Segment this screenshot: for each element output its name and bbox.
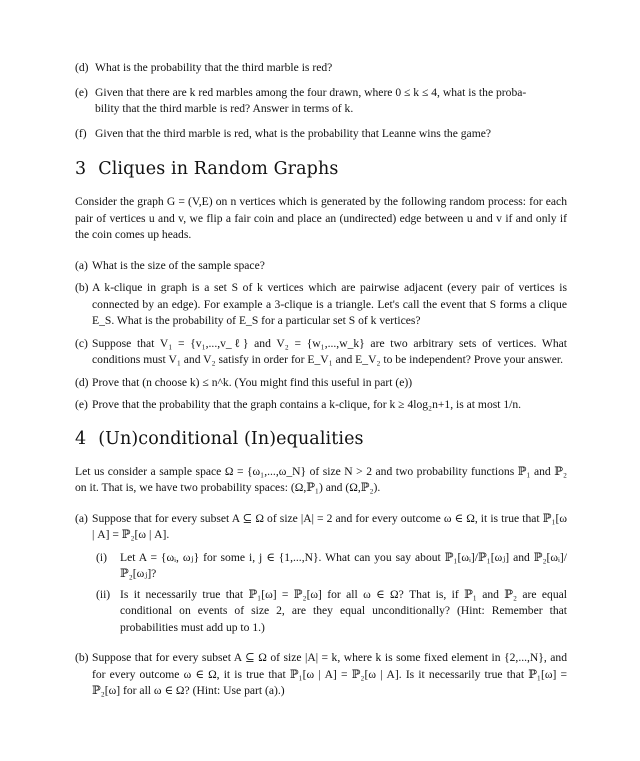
question-4a <box>75 511 567 544</box>
item-label: (e) <box>75 398 88 411</box>
item-label: (e) <box>75 85 88 99</box>
question-text: Suppose that V₁ = {v₁,...,v_ℓ} and V₂ = {w₁,...,w_k} are two arbitrary sets of vertices. What conditions must V₁ and V₂ satisfy in order for E_V₁ and E_V₂ to be independent? Prove your answer. <box>92 336 567 366</box>
item-label: (d) <box>75 375 89 389</box>
question-4a-ii <box>96 587 567 637</box>
question-text-line1: Given that there are k red marbles among the four drawn, where 0 ≤ k ≤ 4, what is the proba- <box>95 85 527 99</box>
question-text: Given that the third marble is red, what is the probability that Leanne wins the game? <box>95 126 492 140</box>
question-text: Prove that (n choose k) ≤ n^k. (You might find this useful in part (e)) <box>92 375 413 389</box>
document-page <box>75 60 567 700</box>
item-label: (c) <box>75 336 88 350</box>
item-label: (d) <box>75 61 89 74</box>
section-number: 4 <box>75 428 87 449</box>
question-text: A k-clique in graph is a set S of k vertices which are pairwise adjacent (every pair of vertices is connected by an edge). For example a 3-clique is a triangle. Let's call the event that S forms a clique E_S. What is the probability of E_S for a particular set S of k vertices? <box>92 281 567 327</box>
question-3a <box>75 258 567 275</box>
section-title: Cliques in Random Graphs <box>98 159 339 179</box>
question-3e <box>75 397 567 414</box>
item-label: (a) <box>75 258 88 272</box>
question-text: What is the probability that the third marble is red? <box>95 61 333 74</box>
question-prev-e <box>75 85 567 118</box>
item-label: (b) <box>75 281 89 294</box>
question-text-line2: bility that the third marble is red? Answer in terms of k. <box>95 102 354 115</box>
section-number: 3 <box>75 159 87 179</box>
question-prev-d <box>75 60 567 77</box>
question-3b <box>75 280 567 330</box>
question-text: What is the size of the sample space? <box>92 258 265 272</box>
section-3-intro: Consider the graph G = (V,E) on n vertices which is generated by the following random process: for each pair of vertices u and v, we flip a fair coin and place an (undirected) edge between u and v if and only if the coin comes up heads. <box>75 195 567 241</box>
item-label: (f) <box>75 126 87 140</box>
question-4a-i <box>96 550 567 583</box>
section-4-intro: Let us consider a sample space Ω = {ω₁,...,ω_N} of size N > 2 and two probability functions ℙ₁ and ℙ₂ on it. That is, we have two probability spaces: (Ω,ℙ₁) and (Ω,ℙ₂). <box>75 464 567 494</box>
question-text: Let A = {ωᵢ, ωⱼ} for some i, j ∈ {1,...,N}. What can you say about ℙ₁[ωᵢ]/ℙ₁[ωⱼ] and ℙ₂[ωᵢ]/ℙ₂[ωⱼ]? <box>120 550 567 580</box>
item-label: (b) <box>75 651 89 664</box>
section-title: (Un)conditional (In)equalities <box>98 428 364 449</box>
section-4-heading <box>75 428 567 450</box>
item-label: (i) <box>96 550 107 564</box>
question-3c <box>75 336 567 369</box>
item-label: (ii) <box>96 587 111 601</box>
question-prev-f <box>75 126 567 143</box>
section-3-heading <box>75 158 567 180</box>
question-text: Suppose that for every subset A ⊆ Ω of size |A| = 2 and for every outcome ω ∈ Ω, it is true that ℙ₁[ω | A] = ℙ₂[ω | A]. <box>92 511 567 541</box>
question-text: Suppose that for every subset A ⊆ Ω of size |A| = k, where k is some fixed element in {2,...,N}, and for every outcome ω ∈ Ω, it is true that ℙ₁[ω | A] = ℙ₂[ω | A]. Is it necessarily true that ℙ₁[ω] = ℙ₂[ω] for all ω ∈ Ω? (Hint: Use part (a).) <box>92 651 567 697</box>
question-text: Prove that the probability that the graph contains a k-clique, for k ≥ 4log₂n+1, is at most 1/n. <box>92 398 522 411</box>
item-label: (a) <box>75 511 88 525</box>
question-3d <box>75 375 567 392</box>
question-text: Is it necessarily true that ℙ₁[ω] = ℙ₂[ω] for all ω ∈ Ω? That is, if ℙ₁ and ℙ₂ are equal conditional on events of size 2, are they equal unconditionally? (Hint: Remember that probabilities must add up to 1.) <box>120 587 567 634</box>
question-4b <box>75 650 567 700</box>
